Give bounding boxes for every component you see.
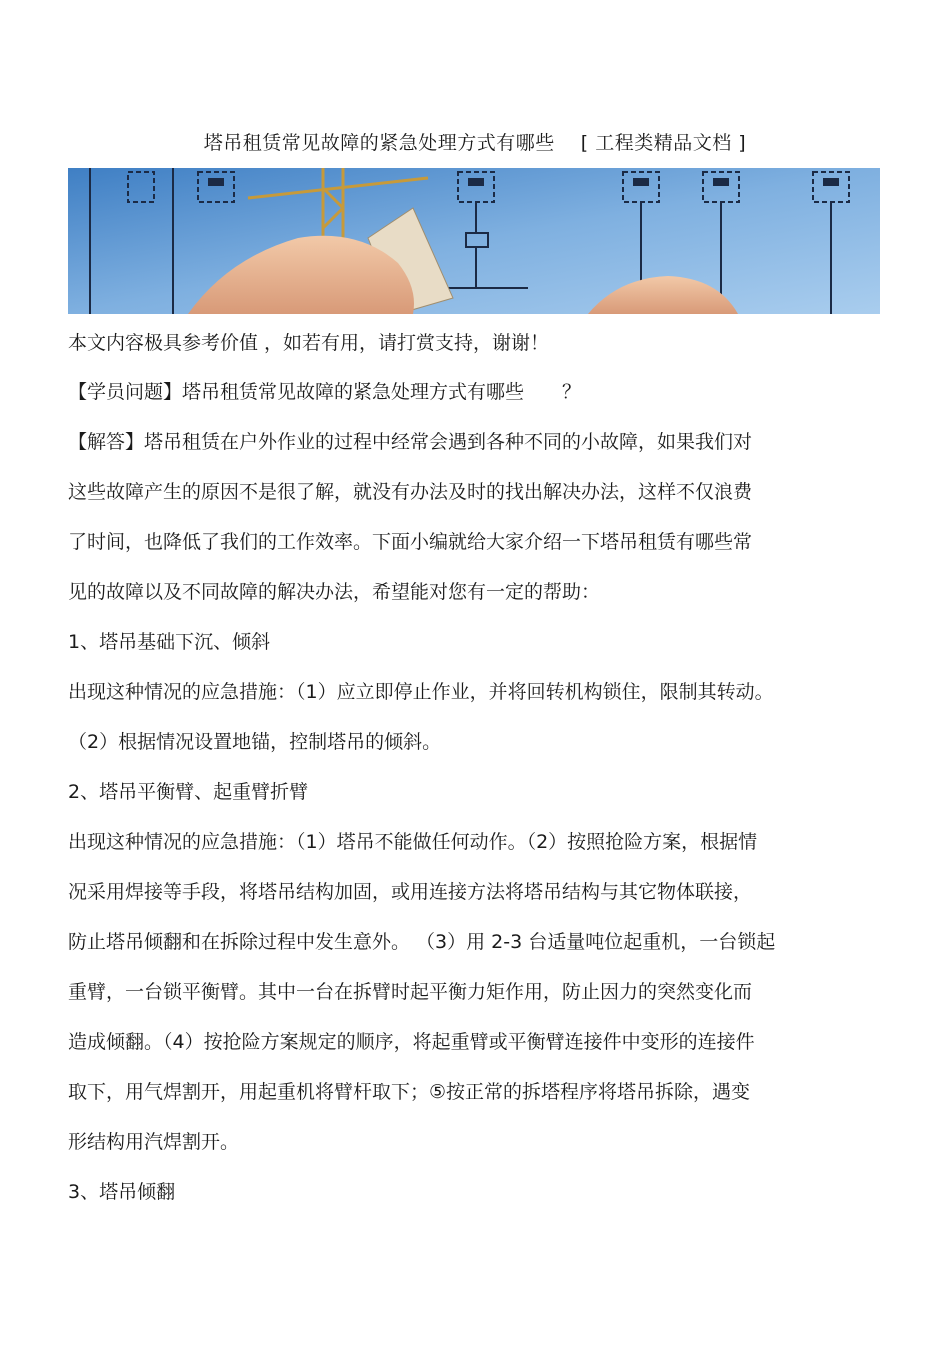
answer-line: 这些故障产生的原因不是很了解，就没有办法及时的找出解决办法，这样不仅浪费	[68, 481, 753, 503]
section-heading: 3、塔吊倾翻	[68, 1181, 176, 1203]
banner-image	[68, 168, 880, 314]
answer-line: 见的故障以及不同故障的解决办法，希望能对您有一定的帮助：	[68, 581, 601, 603]
body-line: 取下，用气焊割开，用起重机将臂杆取下；⑤按正常的拆塔程序将塔吊拆除，遇变	[68, 1081, 751, 1103]
body-line: 况采用焊接等手段，将塔吊结构加固，或用连接方法将塔吊结构与其它物体联接，	[68, 881, 753, 903]
body-line: 重臂，一台锁平衡臂。其中一台在拆臂时起平衡力矩作用，防止因力的突然变化而	[68, 981, 753, 1003]
answer-line: 【解答】塔吊租赁在户外作业的过程中经常会遇到各种不同的小故障，如果我们对	[68, 431, 753, 453]
answer-line: 了时间，也降低了我们的工作效率。下面小编就给大家介绍一下塔吊租赁有哪些常	[68, 531, 753, 553]
body-line: 防止塔吊倾翻和在拆除过程中发生意外。 （3）用 2-3 台适量吨位起重机，一台锁起	[68, 931, 776, 953]
section-heading: 2、塔吊平衡臂、起重臂折臂	[68, 781, 309, 803]
body-line: 出现这种情况的应急措施：（1）塔吊不能做任何动作。（2）按照抢险方案，根据情	[68, 831, 758, 853]
body-line: 形结构用汽焊割开。	[68, 1131, 240, 1153]
body-line: 造成倾翻。（4）按抢险方案规定的顺序，将起重臂或平衡臂连接件中变形的连接件	[68, 1031, 755, 1053]
section-heading: 1、塔吊基础下沉、倾斜	[68, 631, 271, 653]
body-line: （2）根据情况设置地锚，控制塔吊的倾斜。	[68, 731, 442, 753]
intro-note: 本文内容极具参考价值 ，如若有用，请打赏支持，谢谢！	[68, 332, 550, 354]
question-line: 【学员问题】塔吊租赁常见故障的紧急处理方式有哪些 ？	[68, 381, 582, 403]
document-title: 塔吊租赁常见故障的紧急处理方式有哪些 [ 工程类精品文档 ]	[203, 132, 747, 154]
body-line: 出现这种情况的应急措施：（1）应立即停止作业，并将回转机构锁住，限制其转动。	[68, 681, 774, 703]
